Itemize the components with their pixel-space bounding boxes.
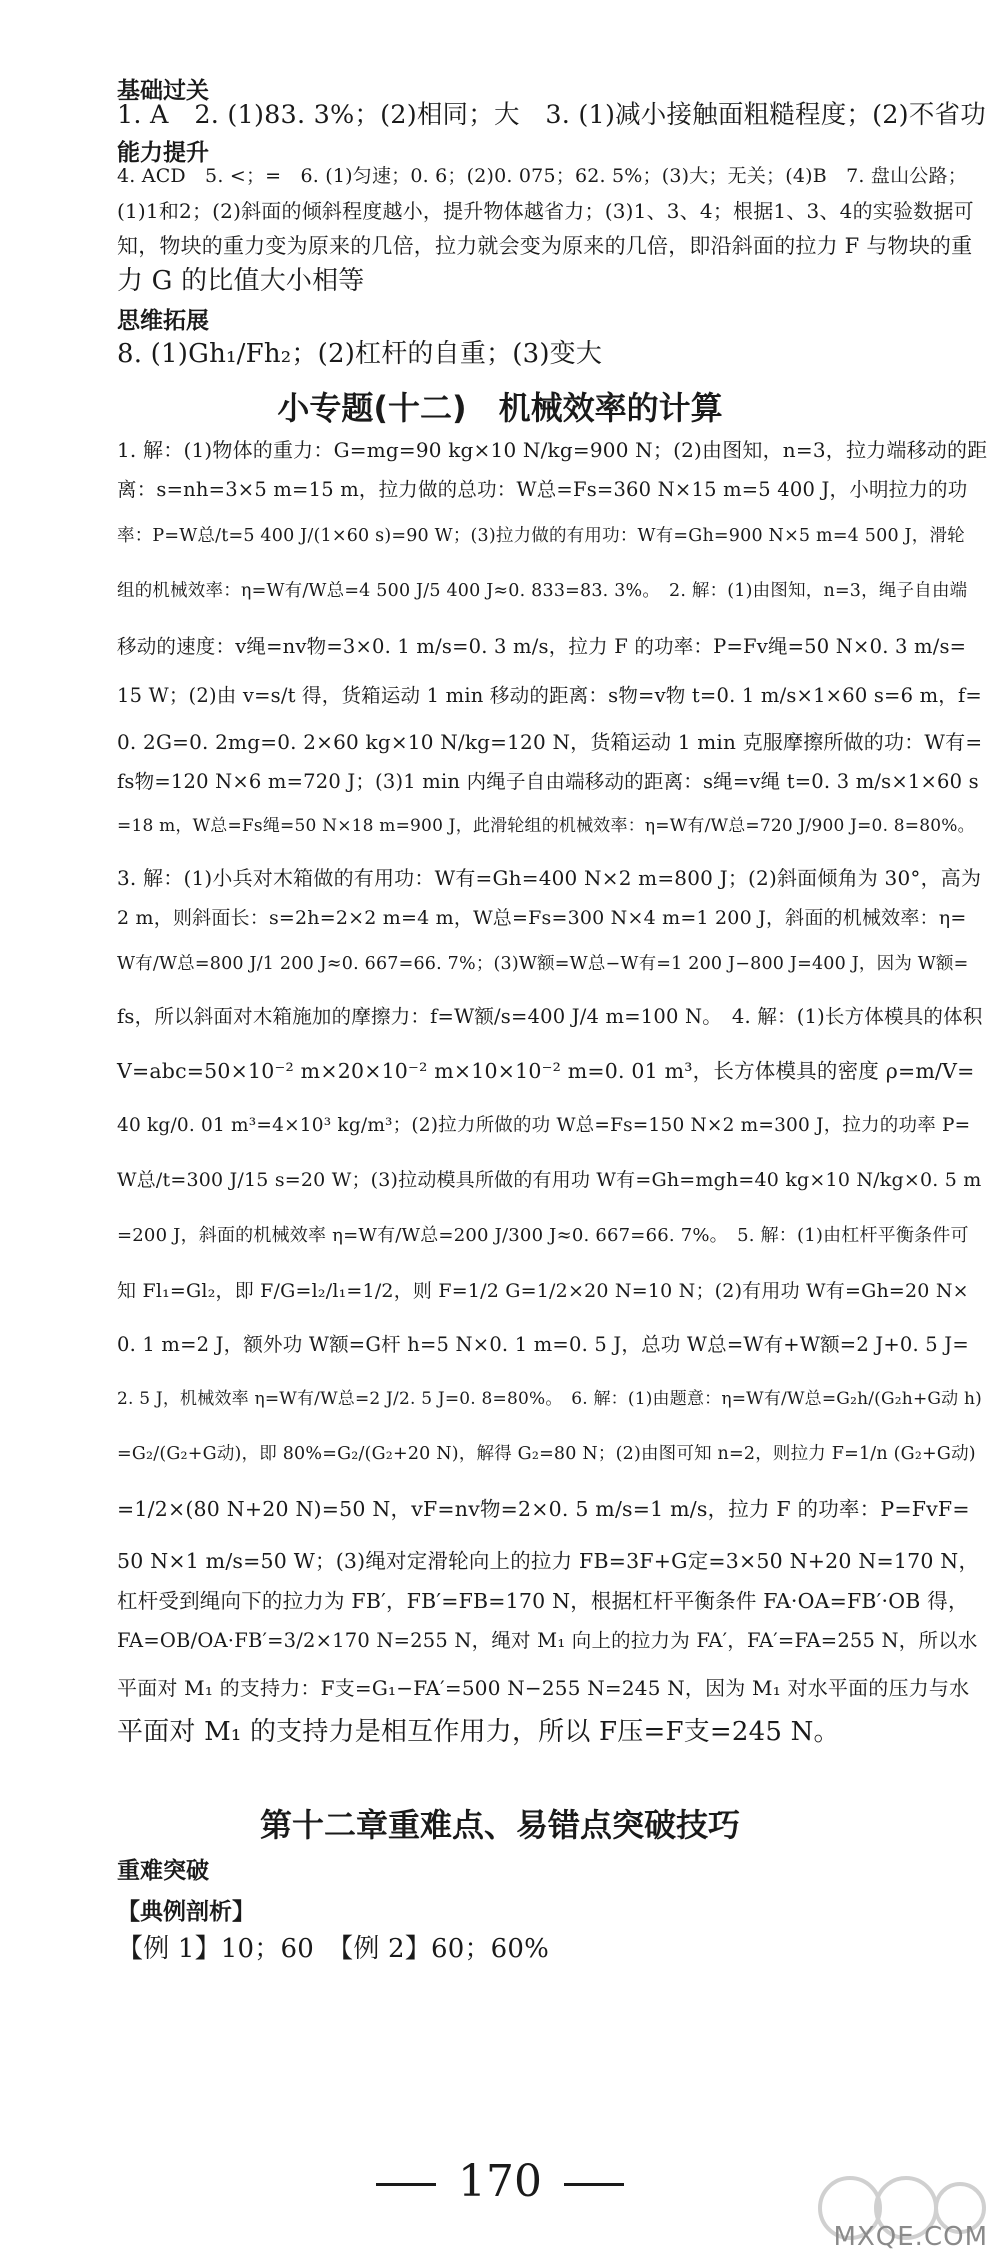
calc-line-17: =200 J，斜面的机械效率 η=W有/W总=200 J/300 J≈0. 667=66. 7%。 5. 解：(1)由杠杆平衡条件可 [117,1225,969,1246]
calc-line-27: 平面对 M₁ 的支持力是相互作用力，所以 F压=F支=245 N。 [117,1717,840,1747]
chapter-title: 第十二章重难点、易错点突破技巧 [259,1806,740,1844]
calc-line-14: V=abc=50×10⁻² m×20×10⁻² m×10×10⁻² m=0. 01 m³，长方体模具的密度 ρ=m/V= [117,1059,975,1083]
calc-line-7: 0. 2G=0. 2mg=0. 2×60 kg×10 N/kg=120 N，货箱运动 1 min 克服摩擦所做的功：W有= [117,730,983,754]
ability-line-4: 力 G 的比值大小相等 [117,266,365,296]
calc-line-12: W有/W总=800 J/1 200 J≈0. 667=66. 7%；(3)W额=W总−W有=1 200 J−800 J=400 J，因为 W额= [117,954,969,974]
example-line: 【例 1】10；60 【例 2】60；60% [117,1934,550,1964]
calc-line-19: 0. 1 m=2 J，额外功 W额=G杆 h=5 N×0. 1 m=0. 5 J，总功 W总=W有+W额=2 J+0. 5 J= [117,1333,969,1356]
calc-line-1: 1. 解：(1)物体的重力：G=mg=90 kg×10 N/kg=900 N；(2)由图知，n=3，拉力端移动的距 [117,438,988,462]
calc-line-15: 40 kg/0. 01 m³=4×10³ kg/m³；(2)拉力所做的功 W总=Fs=150 N×2 m=300 J，拉力的功率 P= [117,1115,971,1136]
ability-line-3: 知，物块的重力变为原来的几倍，拉力就会变为原来的几倍，即沿斜面的拉力 F 与物块的重 [117,234,973,258]
thinking-line-1: 8. (1)Gh₁/Fh₂；(2)杠杆的自重；(3)变大 [117,339,603,369]
page-number-dash-left [376,2183,436,2186]
calc-line-13: fs，所以斜面对木箱施加的摩擦力：f=W额/s=400 J/4 m=100 N。 4. 解：(1)长方体模具的体积 [117,1005,983,1028]
calc-line-20: 2. 5 J，机械效率 η=W有/W总=2 J/2. 5 J=0. 8=80%。 6. 解：(1)由题意：η=W有/W总=G₂h/(G₂h+G动 h) [117,1389,982,1409]
calc-line-25: FA=OB/OA·FB′=3/2×170 N=255 N，绳对 M₁ 向上的拉力为 FA′，FA′=FA=255 N，所以水 [117,1629,978,1652]
section-major-heading: 重难突破 [117,1858,209,1884]
calc-line-26: 平面对 M₁ 的支持力：F支=G₁−FA′=500 N−255 N=245 N，因为 M₁ 对水平面的压力与水 [117,1676,970,1700]
basic-line-1: 1. A 2. (1)83. 3%；(2)相同；大 3. (1)减小接触面粗糙程度；(2)不省功 [117,100,986,130]
calc-line-6: 15 W；(2)由 v=s/t 得，货箱运动 1 min 移动的距离：s物=v物 t=0. 1 m/s×1×60 s=6 m，f= [117,684,982,707]
calc-line-22: =1/2×(80 N+20 N)=50 N，vF=nv物=2×0. 5 m/s=1 m/s，拉力 F 的功率：P=FvF= [117,1497,970,1521]
calc-line-4: 组的机械效率：η=W有/W总=4 500 J/5 400 J≈0. 833=83. 3%。 2. 解：(1)由图知，n=3，绳子自由端 [117,581,968,601]
watermark-text: MXQE.COM [833,2222,988,2252]
page-number-value: 170 [458,2156,542,2207]
topic-title: 小专题(十二) 机械效率的计算 [277,389,723,427]
calc-line-3: 率：P=W总/t=5 400 J/(1×60 s)=90 W；(3)拉力做的有用功：W有=Gh=900 N×5 m=4 500 J，滑轮 [117,526,965,546]
calc-line-2: 离：s=nh=3×5 m=15 m，拉力做的总功：W总=Fs=360 N×15 m=5 400 J，小明拉力的功 [117,478,968,501]
section-thinking-heading: 思维拓展 [117,308,209,334]
calc-line-16: W总/t=300 J/15 s=20 W；(3)拉动模具所做的有用功 W有=Gh=mgh=40 kg×10 N/kg×0. 5 m [117,1169,982,1191]
ability-line-1: 4. ACD 5. <；= 6. (1)匀速；0. 6；(2)0. 075；62. 5%；(3)大；无关；(4)B 7. 盘山公路； [117,165,967,187]
calc-line-23: 50 N×1 m/s=50 W；(3)绳对定滑轮向上的拉力 FB=3F+G定=3×50 N+20 N=170 N， [117,1549,980,1573]
calc-line-9: =18 m，W总=Fs绳=50 N×18 m=900 J，此滑轮组的机械效率：η=W有/W总=720 J/900 J=0. 8=80%。 [117,816,975,836]
section-ability-heading: 能力提升 [117,140,209,166]
calc-line-10: 3. 解：(1)小兵对木箱做的有用功：W有=Gh=400 N×2 m=800 J；(2)斜面倾角为 30°，高为 [117,866,982,890]
section-basic-heading: 基础过关 [117,78,209,104]
ability-line-2: (1)1和2；(2)斜面的倾斜程度越小，提升物体越省力；(3)1、3、4；根据1、3、4的实验数据可 [117,199,974,223]
calc-line-21: =G₂/(G₂+G动)，即 80%=G₂/(G₂+20 N)，解得 G₂=80 N；(2)由图可知 n=2，则拉力 F=1/n (G₂+G动) [117,1444,976,1464]
section-typical-heading: 【典例剖析】 [117,1899,255,1925]
calc-line-24: 杠杆受到绳向下的拉力为 FB′，FB′=FB=170 N，根据杠杆平衡条件 FA·OA=FB′·OB 得， [117,1589,969,1613]
calc-line-11: 2 m，则斜面长：s=2h=2×2 m=4 m，W总=Fs=300 N×4 m=1 200 J，斜面的机械效率：η= [117,907,967,929]
calc-line-8: fs物=120 N×6 m=720 J；(3)1 min 内绳子自由端移动的距离：s绳=v绳 t=0. 3 m/s×1×60 s [117,770,979,793]
calc-line-5: 移动的速度：v绳=nv物=3×0. 1 m/s=0. 3 m/s，拉力 F 的功率：P=Fv绳=50 N×0. 3 m/s= [117,635,967,658]
calc-line-18: 知 Fl₁=Gl₂，即 F/G=l₂/l₁=1/2，则 F=1/2 G=1/2×20 N=10 N；(2)有用功 W有=Gh=20 N× [117,1280,969,1302]
page-number-dash-right [564,2183,624,2186]
